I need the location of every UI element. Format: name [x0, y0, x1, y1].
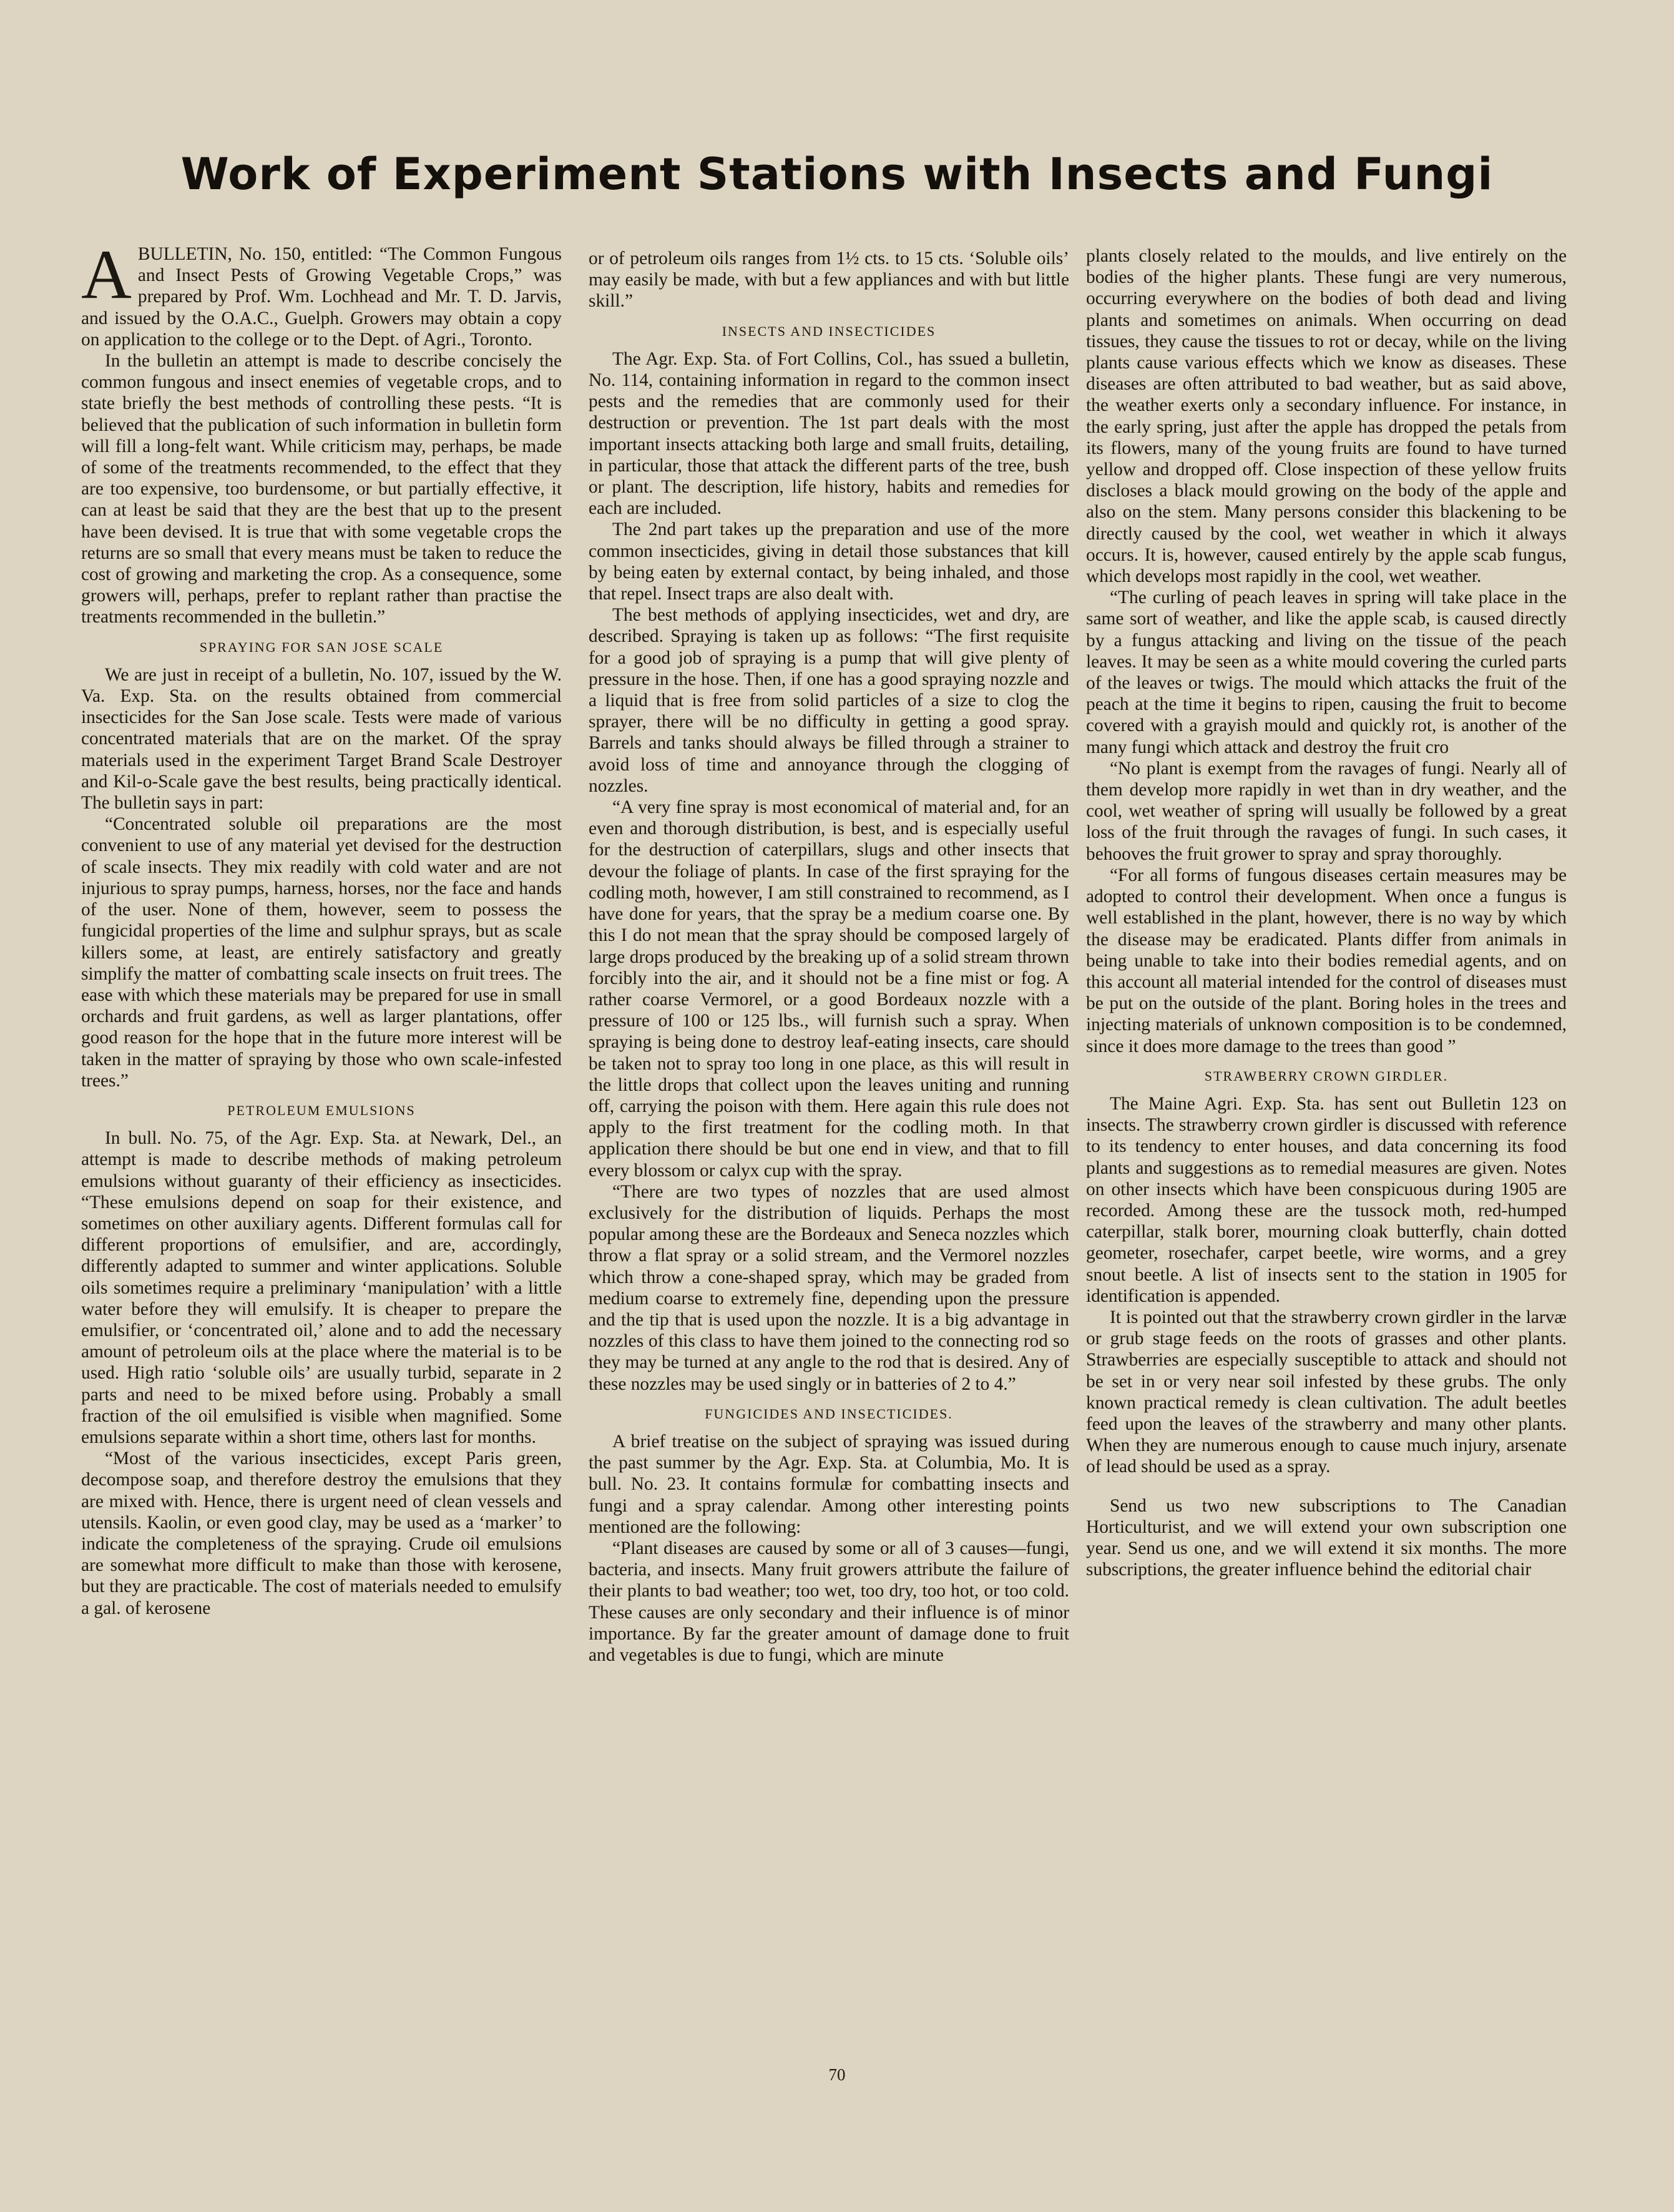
section-heading-strawberry: STRAWBERRY CROWN GIRDLER. — [1204, 1068, 1449, 1084]
san-jose-paragraph-1: We are just in receipt of a bulletin, No. 107, issued by the W. Va. Exp. Sta. on the results obtained from commercial insecticides for the San Jose scale. Tests were made of various concentrated materials that are on the market. Of the spray materials used in the experiment Target Brand Scale Destroyer and Kil-o-Scale gave the best results, being practically identical. The bulletin says in part: — [81, 664, 562, 814]
column-3 — [1086, 245, 1567, 1580]
fungicides-paragraph-1: A brief treatise on the subject of spraying was issued during the past summer by the Agr. Exp. Sta. at Columbia, Mo. It is bull. No. 23. It contains formulæ for combatting insects and fungi and a spray calendar. Among other interesting points mentioned are the following: — [589, 1431, 1069, 1537]
insects-paragraph-5: “There are two types of nozzles that are used almost exclusively for the distribution of liquids. Perhaps the most popular among these are the Bordeaux and Seneca nozzles which throw a flat spray or a solid stream, and the Vermorel nozzles which throw a cone-shaped spray, which may be graded from medium coarse to extremely fine, depending upon the pressure and the tip that is used upon the nozzle. It is a big advantage in nozzles of this class to have them joined to the connecting rod so they may be turned at any angle to the rod that is desired. Any of these nozzles may be used singly or in batteries of 2 to 4.” — [589, 1181, 1069, 1394]
strawberry-paragraph-2: It is pointed out that the strawberry crown girdler in the larvæ or grub stage feeds on the roots of grasses and other plants. Strawberries are especially susceptible to attack and should not be set in or very near soil infested by these grubs. The only known practical remedy is clean cultivation. The adult beetles feed upon the leaves of the strawberry and many other plants. When they are numerous enough to cause much injury, arsenate of lead should be used as a spray. — [1086, 1307, 1567, 1477]
fungi-paragraph-2: “The curling of peach leaves in spring will take place in the same sort of weather, and like the apple scab, is caused directly by a fungus attacking and living on the tissue of the peach leaves. It may be seen as a white mould covering the curled parts of the leaves or twigs. The mould which attacks the fruit of the peach at the time it begins to ripen, causing the fruit to become covered with a grayish mould and quickly rot, is another of the many fungi which attack and destroy the fruit cro — [1086, 587, 1567, 757]
section-heading-san-jose: SPRAYING FOR SAN JOSE SCALE — [199, 639, 444, 655]
continued-paragraph: or of petroleum oils ranges from 1½ cts. to 15 cts. ‘Soluble oils’ may easily be made, with but a few appliances and with but little skill.” — [589, 248, 1069, 312]
section-heading-petroleum: PETROLEUM EMULSIONS — [227, 1102, 416, 1118]
insects-paragraph-1: The Agr. Exp. Sta. of Fort Collins, Col., has ssued a bulletin, No. 114, containing information in regard to the common insect pests and the remedies that are commonly used for their destruction or prevention. The 1st part deals with the most important insects attacking both large and small fruits, detailing, in particular, those that attack the different parts of the tree, bush or plant. The description, life history, habits and remedies for each are included. — [589, 348, 1069, 519]
section-heading-fungicides: FUNGICIDES AND INSECTICIDES. — [705, 1405, 953, 1422]
insects-paragraph-4: “A very fine spray is most economical of material and, for an even and thorough distribution, is best, and is especially useful for the destruction of caterpillars, slugs and other insects that devour the foliage of plants. In case of the first spraying for the codling moth, however, I am still constrained to recommend, as I have done for years, that the spray be a medium coarse one. By this I do not mean that the spray should be composed largely of large drops produced by the breaking up of a solid stream thrown forcibly into the air, and it should not be a fine mist or fog. A rather coarse Vermorel, or a good Bordeaux nozzle with a pressure of 100 or 125 lbs., will furnish such a spray. When spraying is being done to destroy leaf-eating insects, care should be taken not to spray too long in one place, as this will result in the little drops that collect upon the leaves uniting and running off, carrying the poison with them. Here again this rule does not apply to the first treatment for the codling moth. In that application there should be but one end in view, and that to fill every blossom or calyx cup with the spray. — [589, 797, 1069, 1181]
intro-paragraph-1-text: BULLETIN, No. 150, entitled: “The Common Fungous and Insect Pests of Growing Vegetable Crops,” was prepared by Prof. Wm. Lochhead and Mr. T. D. Jarvis, and issued by the O.A.C., Guelph. Growers may obtain a copy on application to the college or to the Dept. of Agri., Toronto. — [81, 244, 562, 350]
strawberry-paragraph-1: The Maine Agri. Exp. Sta. has sent out Bulletin 123 on insects. The strawberry crown girdler is discussed with reference to its tendency to enter houses, and data concerning its food plants and suggestions as to remedial measures are given. Notes on other insects which have been conspicuous during 1905 are recorded. Among these are the tussock moth, red-humped caterpillar, stalk borer, mourning cloak butterfly, chain dotted geometer, rosechafer, carpet beetle, wire worms, and a grey snout beetle. A list of insects sent to the station in 1905 for identification is appended. — [1086, 1093, 1567, 1306]
column-1 — [81, 236, 562, 1619]
petroleum-paragraph-2: “Most of the various insecticides, except Paris green, decompose soap, and therefore destroy the emulsions that they are mixed with. Hence, there is urgent need of clean vessels and utensils. Kaolin, or even good clay, may be used as a ‘marker’ to indicate the completeness of the spraying. Crude oil emulsions are somewhat more difficult to make than those with kerosene, but they are practicable. The cost of materials needed to emulsify a gal. of kerosene — [81, 1448, 562, 1618]
insects-paragraph-3: The best methods of applying insecticides, wet and dry, are described. Spraying is taken up as follows: “The first requisite for a good job of spraying is a pump that will give plenty of pressure in the hose. Then, if one has a good spraying nozzle and a liquid that is free from solid particles of a size to clog the sprayer, there will be no difficulty in getting a good spray. Barrels and tanks should always be filled through a strainer to avoid loss of time and annoyance through the clogging of nozzles. — [589, 605, 1069, 796]
drop-cap: A — [81, 236, 132, 313]
intro-paragraph-2: In the bulletin an attempt is made to describe concisely the common fungous and insect enemies of vegetable crops, and to state briefly the best methods of controlling these pests. “It is believed that the publication of such information in bulletin form will fill a long-felt want. While criticism may, perhaps, be made of some of the treatments recommended, to the effect that they are too expensive, too burdensome, or but partially effective, it can at least be said that they are the best that up to the present have been devised. It is true that with some vegetable crops the returns are so small that every means must be taken to reduce the cost of growing and marketing the crop. As a consequence, some growers will, perhaps, prefer to replant rather than practise the treatments recommended in the bulletin.” — [81, 351, 562, 627]
intro-paragraph-1 — [81, 236, 562, 350]
san-jose-paragraph-2: “Concentrated soluble oil preparations are the most convenient to use of any material yet devised for the destruction of scale insects. They mix readily with cold water and are not injurious to spray pumps, harness, horses, nor the face and hands of the user. None of them, however, seem to possess the fungicidal properties of the lime and sulphur sprays, but as scale killers some, at least, are entirely satisfactory and greatly simplify the matter of combatting scale insects on fruit trees. The ease with which these materials may be prepared for use in small orchards and fruit gardens, as well as larger plantations, offer good reason for the hope that in the future more interest will be taken in the matter of spraying by those who own scale-infested trees.” — [81, 814, 562, 1091]
petroleum-paragraph-1: In bull. No. 75, of the Agr. Exp. Sta. at Newark, Del., an attempt is made to describe methods of making petroleum emulsions without guaranty of their efficiency as insecticides. “These emulsions depend on soap for their existence, and sometimes on other auxiliary agents. Different formulas call for different proportions of emulsifier, and are, accordingly, differently adapted to summer and winter applications. Soluble oils sometimes require a preliminary ‘manipulation’ with a little water before they will emulsify. It is cheaper to prepare the emulsifier, or ‘concentrated oil,’ alone and to add the necessary amount of petroleum oils at the place where the material is to be used. High ratio ‘soluble oils’ are usually turbid, separate in 2 parts and need to be mixed before using. Probably a small fraction of the oil emulsified is visible when magnified. Some emulsions separate within a short time, others last for months. — [81, 1128, 562, 1447]
insects-paragraph-2: The 2nd part takes up the preparation and use of the more common insecticides, giving in detail those substances that kill by being eaten by external contact, by being inhaled, and those that repel. Insect traps are also dealt with. — [589, 519, 1069, 604]
fungi-paragraph-4: “For all forms of fungous diseases certain measures may be adopted to control their development. When once a fungus is well established in the plant, however, there is no way by which the disease may be eradicated. Plants differ from animals in being unable to take into their bodies remedial agents, and on this account all material intended for the control of diseases must be put on the outside of the plant. Boring holes in the trees and injecting materials of unknown composition is to be condemned, since it does more damage to the trees than good ” — [1086, 865, 1567, 1056]
subscription-notice: Send us two new subscriptions to The Canadian Horticulturist, and we will extend your own subscription one year. Send us one, and we will extend it six months. The more subscriptions, the greater influence behind the editorial chair — [1086, 1495, 1567, 1580]
section-heading-insects: INSECTS AND INSECTICIDES — [722, 323, 936, 339]
fungi-paragraph-3: “No plant is exempt from the ravages of fungi. Nearly all of them develop more rapidly in wet than in dry weather, and the cool, wet weather of spring will usually be followed by a great loss of the fruit through the ravages of fungi. In such cases, it behooves the fruit grower to spray and spray thoroughly. — [1086, 758, 1567, 864]
column-2 — [589, 248, 1069, 1666]
page-number: 70 — [828, 2065, 846, 2084]
page-title: Work of Experiment Stations with Insects and Fungi — [180, 149, 1494, 200]
continued-paragraph: plants closely related to the moulds, and live entirely on the bodies of the higher plants. These fungi are very numerous, occurring everywhere on the bodies of both dead and living plants and sometimes on animals. When occurring on dead tissues, they cause the tissues to rot or decay, while on the living plants cause various effects which we know as diseases. These diseases are often attributed to bad weather, but as said above, the weather exerts only a secondary influence. For instance, in the early spring, just after the apple has dropped the petals from its flowers, many of the young fruits are found to have turned yellow and dropped off. Close inspection of these yellow fruits discloses a black mould growing on the body of the apple and also on the stem. Many persons consider this blackening to be directly caused by the cool, wet weather in which it always occurs. It is, however, caused entirely by the apple scab fungus, which develops most rapidly in the cool, wet weather. — [1086, 246, 1567, 587]
spacer — [1086, 1478, 1567, 1495]
fungicides-paragraph-2: “Plant diseases are caused by some or all of 3 causes—fungi, bacteria, and insects. Many fruit growers attribute the failure of their plants to bad weather; too wet, too dry, too hot, or too cold. These causes are only secondary and their influence is of minor importance. By far the greater amount of damage done to fruit and vegetables is due to fungi, which are minute — [589, 1538, 1069, 1665]
